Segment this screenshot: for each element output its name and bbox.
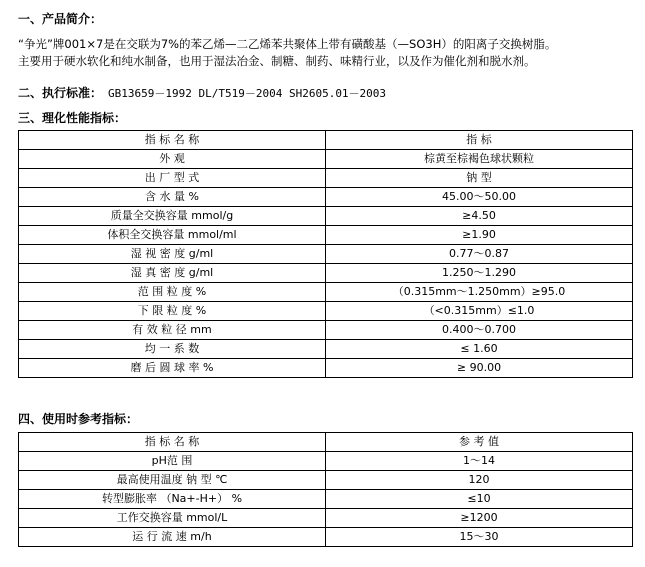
header-name: 指 标 名 称 bbox=[19, 433, 326, 452]
row-value: （<0.315mm）≤1.0 bbox=[326, 302, 633, 321]
table-row bbox=[19, 207, 633, 226]
table-row bbox=[19, 528, 633, 547]
intro-line-1: “争光”牌001×7是在交联为7%的苯乙烯—二乙烯苯共聚体上带有磺酸基（—SO3H）的阳离子交换树脂。 bbox=[18, 37, 557, 51]
table-row bbox=[19, 471, 633, 490]
header-value: 指 标 bbox=[326, 131, 633, 150]
table-row bbox=[19, 188, 633, 207]
section-2-heading bbox=[18, 86, 386, 101]
row-name: 下 限 粒 度 % bbox=[19, 302, 326, 321]
section-3-title: 三、理化性能指标： bbox=[18, 111, 127, 125]
row-name: 转型膨胀率 （Na+-H+） % bbox=[19, 490, 326, 509]
intro-line-2: 主要用于硬水软化和纯水制备，也用于湿法冶金、制糖、制药、味精行业，以及作为催化剂和脱水剂。 bbox=[18, 54, 536, 68]
header-value: 参 考 值 bbox=[326, 433, 633, 452]
row-value: 1.250～1.290 bbox=[326, 264, 633, 283]
row-value: 钠 型 bbox=[326, 169, 633, 188]
standards-list: GB13659－1992 DL/T519－2004 SH2605.01－2003 bbox=[108, 87, 387, 100]
row-name: 工作交换容量 mmol/L bbox=[19, 509, 326, 528]
row-value: 棕黄至棕褐色球状颗粒 bbox=[326, 150, 633, 169]
row-name: 湿 视 密 度 g/ml bbox=[19, 245, 326, 264]
table-row bbox=[19, 150, 633, 169]
row-value: ≥1.90 bbox=[326, 226, 633, 245]
row-value: ≤ 1.60 bbox=[326, 340, 633, 359]
section-4-title: 四、使用时参考指标： bbox=[18, 412, 139, 426]
row-value: 0.77～0.87 bbox=[326, 245, 633, 264]
row-value: 1～14 bbox=[326, 452, 633, 471]
table-row bbox=[19, 169, 633, 188]
row-name: 体积全交换容量 mmol/ml bbox=[19, 226, 326, 245]
row-name: 范 围 粒 度 % bbox=[19, 283, 326, 302]
table-row bbox=[19, 452, 633, 471]
table-row bbox=[19, 226, 633, 245]
row-value: ≥1200 bbox=[326, 509, 633, 528]
table-header-row bbox=[19, 433, 633, 452]
row-name: 有 效 粒 径 mm bbox=[19, 321, 326, 340]
table-row bbox=[19, 245, 633, 264]
table-row bbox=[19, 302, 633, 321]
row-name: 最高使用温度 钠 型 ℃ bbox=[19, 471, 326, 490]
row-name: 湿 真 密 度 g/ml bbox=[19, 264, 326, 283]
row-name: 运 行 流 速 m/h bbox=[19, 528, 326, 547]
table-row bbox=[19, 359, 633, 378]
row-value: 45.00～50.00 bbox=[326, 188, 633, 207]
reference-table bbox=[18, 432, 633, 547]
row-name: 磨 后 圆 球 率 % bbox=[19, 359, 326, 378]
table-header-row bbox=[19, 131, 633, 150]
section-2-title: 二、执行标准： bbox=[18, 86, 103, 100]
row-value: 0.400～0.700 bbox=[326, 321, 633, 340]
row-value: ≥ 90.00 bbox=[326, 359, 633, 378]
section-1-title: 一、产品简介： bbox=[18, 12, 103, 26]
row-value: 120 bbox=[326, 471, 633, 490]
table-row bbox=[19, 509, 633, 528]
row-name: 含 水 量 % bbox=[19, 188, 326, 207]
row-value: ≤10 bbox=[326, 490, 633, 509]
row-name: 质量全交换容量 mmol/g bbox=[19, 207, 326, 226]
table-row bbox=[19, 340, 633, 359]
table-row bbox=[19, 490, 633, 509]
header-name: 指 标 名 称 bbox=[19, 131, 326, 150]
row-value: ≥4.50 bbox=[326, 207, 633, 226]
row-value: 15～30 bbox=[326, 528, 633, 547]
row-value: （0.315mm～1.250mm）≥95.0 bbox=[326, 283, 633, 302]
row-name: 出 厂 型 式 bbox=[19, 169, 326, 188]
row-name: pH范 围 bbox=[19, 452, 326, 471]
table-row bbox=[19, 264, 633, 283]
physicochemical-table bbox=[18, 130, 633, 378]
row-name: 均 一 系 数 bbox=[19, 340, 326, 359]
table-row bbox=[19, 321, 633, 340]
row-name: 外 观 bbox=[19, 150, 326, 169]
table-row bbox=[19, 283, 633, 302]
